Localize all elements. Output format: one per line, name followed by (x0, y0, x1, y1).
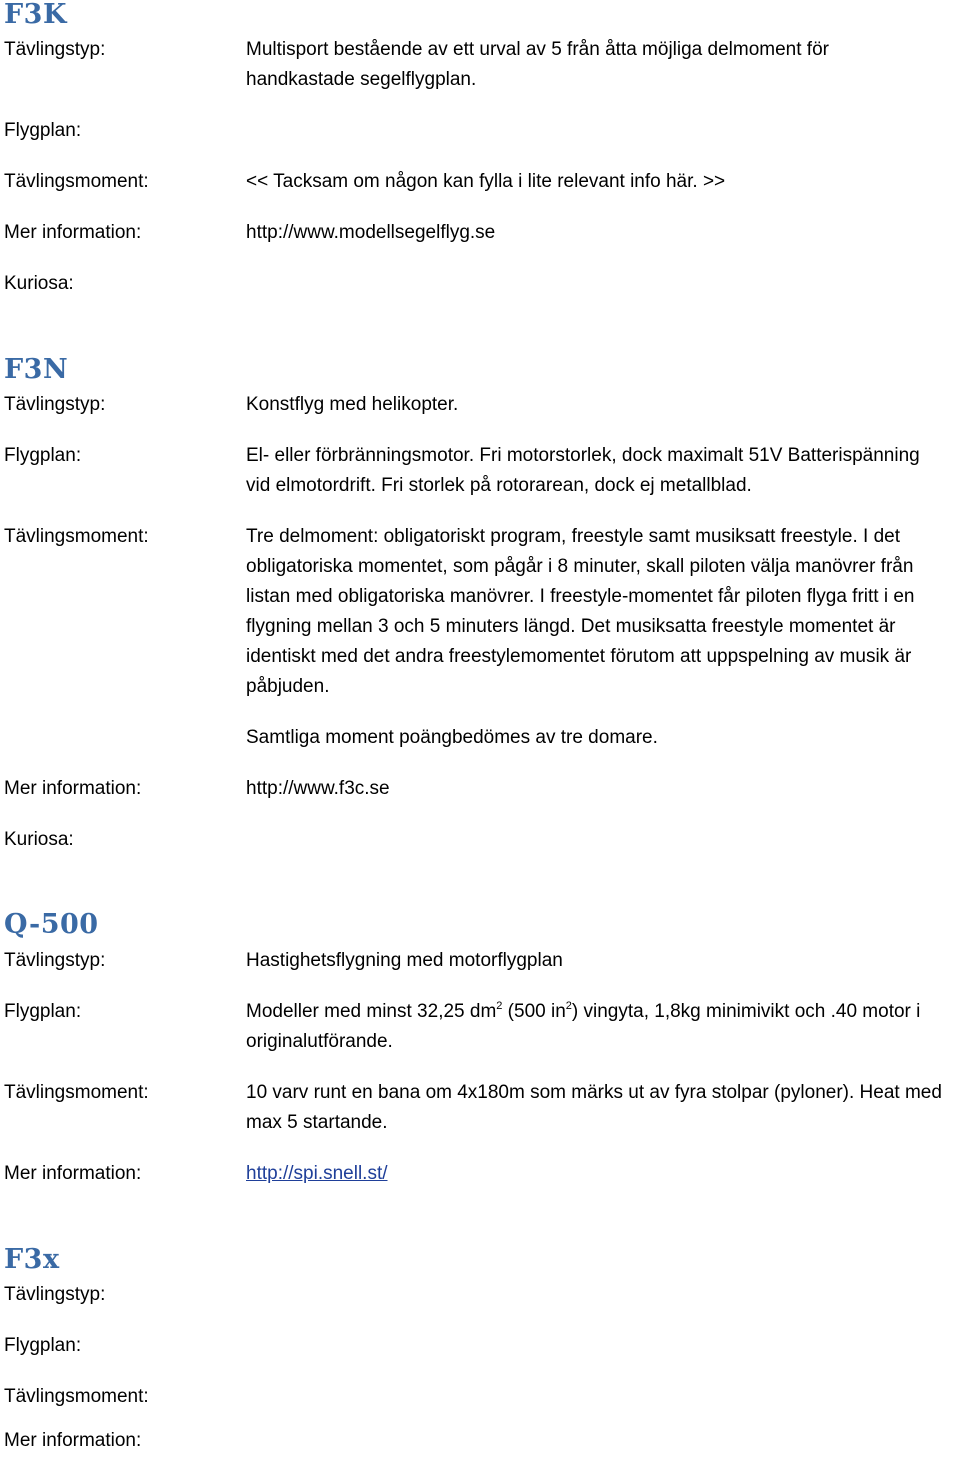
q500-plane-line-2: originalutförande. (246, 1031, 393, 1052)
f3n-moment-value (246, 522, 958, 702)
f3n-moment-line-1: Tre delmoment: obligatoriskt program, freestyle samt musiksatt freestyle. I det (246, 526, 900, 547)
q500-type-value (246, 946, 958, 976)
f3k-info-link[interactable]: http://www.modellsegelflyg.se (246, 222, 496, 243)
f3n-plane-line-2: vid elmotordrift. Fri storlek på rotorarean, dock ej metallblad. (246, 475, 752, 496)
f3n-type-value (246, 390, 958, 420)
f3k-info-value (246, 218, 958, 248)
moment-label: Tävlingsmoment: (4, 171, 149, 192)
q500-plane-part-3: ) vingyta, 1,8kg minimivikt och .40 motor i (571, 1001, 921, 1022)
f3k-type-value (246, 35, 958, 95)
plane-label: Flygplan: (4, 120, 82, 141)
f3n-moment-line-6: påbjuden. (246, 676, 330, 697)
type-label: Tävlingstyp: (4, 1284, 106, 1305)
f3n-moment-line-3: listan med obligatoriska manövrer. I freestyle-momentet får piloten flyga fritt i en (246, 586, 915, 607)
q500-plane-part-1: Modeller med minst 32,25 dm (246, 1001, 497, 1022)
info-label: Mer information: (4, 778, 142, 799)
f3n-moment-line-5: identiskt med det andra freestylemomentet förutom att uppspelning av musik är (246, 646, 912, 667)
type-label: Tävlingstyp: (4, 394, 106, 415)
q500-plane-part-2: (500 in (502, 1001, 566, 1022)
f3n-plane-value (246, 441, 958, 501)
type-label: Tävlingstyp: (4, 39, 106, 60)
info-label: Mer information: (4, 1163, 142, 1184)
f3n-moment-extra-value (246, 723, 958, 753)
q500-info-link[interactable]: http://spi.snell.st/ (246, 1163, 388, 1184)
f3n-info-value (246, 774, 958, 804)
f3n-moment-line-4: flygning mellan 3 och 5 minuters längd. Det musiksatta freestyle momentet är (246, 616, 896, 637)
trivia-label: Kuriosa: (4, 273, 74, 294)
plane-label: Flygplan: (4, 1001, 82, 1022)
q500-plane-line-1 (246, 997, 958, 1027)
section-title-f3n: F3N (4, 354, 69, 385)
q500-type-text: Hastighetsflygning med motorflygplan (246, 950, 563, 971)
f3n-type-text: Konstflyg med helikopter. (246, 394, 459, 415)
section-title-f3x: F3x (4, 1244, 60, 1275)
q500-moment-value (246, 1078, 958, 1138)
section-title-q500: Q-500 (4, 909, 99, 940)
f3n-info-link[interactable]: http://www.f3c.se (246, 778, 390, 799)
moment-label: Tävlingsmoment: (4, 526, 149, 547)
f3n-plane-line-1: El- eller förbränningsmotor. Fri motorstorlek, dock maximalt 51V Batterispänning (246, 445, 920, 466)
superscript-squared: 2 (565, 999, 572, 1012)
q500-moment-line-2: max 5 startande. (246, 1112, 388, 1133)
section-title-f3k: F3K (4, 0, 67, 30)
moment-label: Tävlingsmoment: (4, 1386, 149, 1407)
f3n-moment-extra-text: Samtliga moment poängbedömes av tre domare. (246, 727, 658, 748)
type-label: Tävlingstyp: (4, 950, 106, 971)
q500-moment-line-1: 10 varv runt en bana om 4x180m som märks ut av fyra stolpar (pyloner). Heat med (246, 1082, 942, 1103)
plane-label: Flygplan: (4, 1335, 82, 1356)
q500-info-value (246, 1159, 958, 1189)
f3k-type-line-2: handkastade segelflygplan. (246, 69, 477, 90)
f3n-moment-line-2: obligatoriska momentet, som pågår i 8 minuter, skall piloten välja manövrer från (246, 556, 914, 577)
q500-plane-value (246, 997, 958, 1057)
f3k-type-line-1: Multisport bestående av ett urval av 5 från åtta möjliga delmoment för (246, 39, 829, 60)
info-label: Mer information: (4, 222, 142, 243)
moment-label: Tävlingsmoment: (4, 1082, 149, 1103)
trivia-label: Kuriosa: (4, 829, 74, 850)
plane-label: Flygplan: (4, 445, 82, 466)
f3k-moment-value (246, 167, 958, 197)
f3k-moment-text: << Tacksam om någon kan fylla i lite relevant info här. >> (246, 171, 726, 192)
superscript-squared: 2 (496, 999, 503, 1012)
info-label: Mer information: (4, 1430, 142, 1451)
